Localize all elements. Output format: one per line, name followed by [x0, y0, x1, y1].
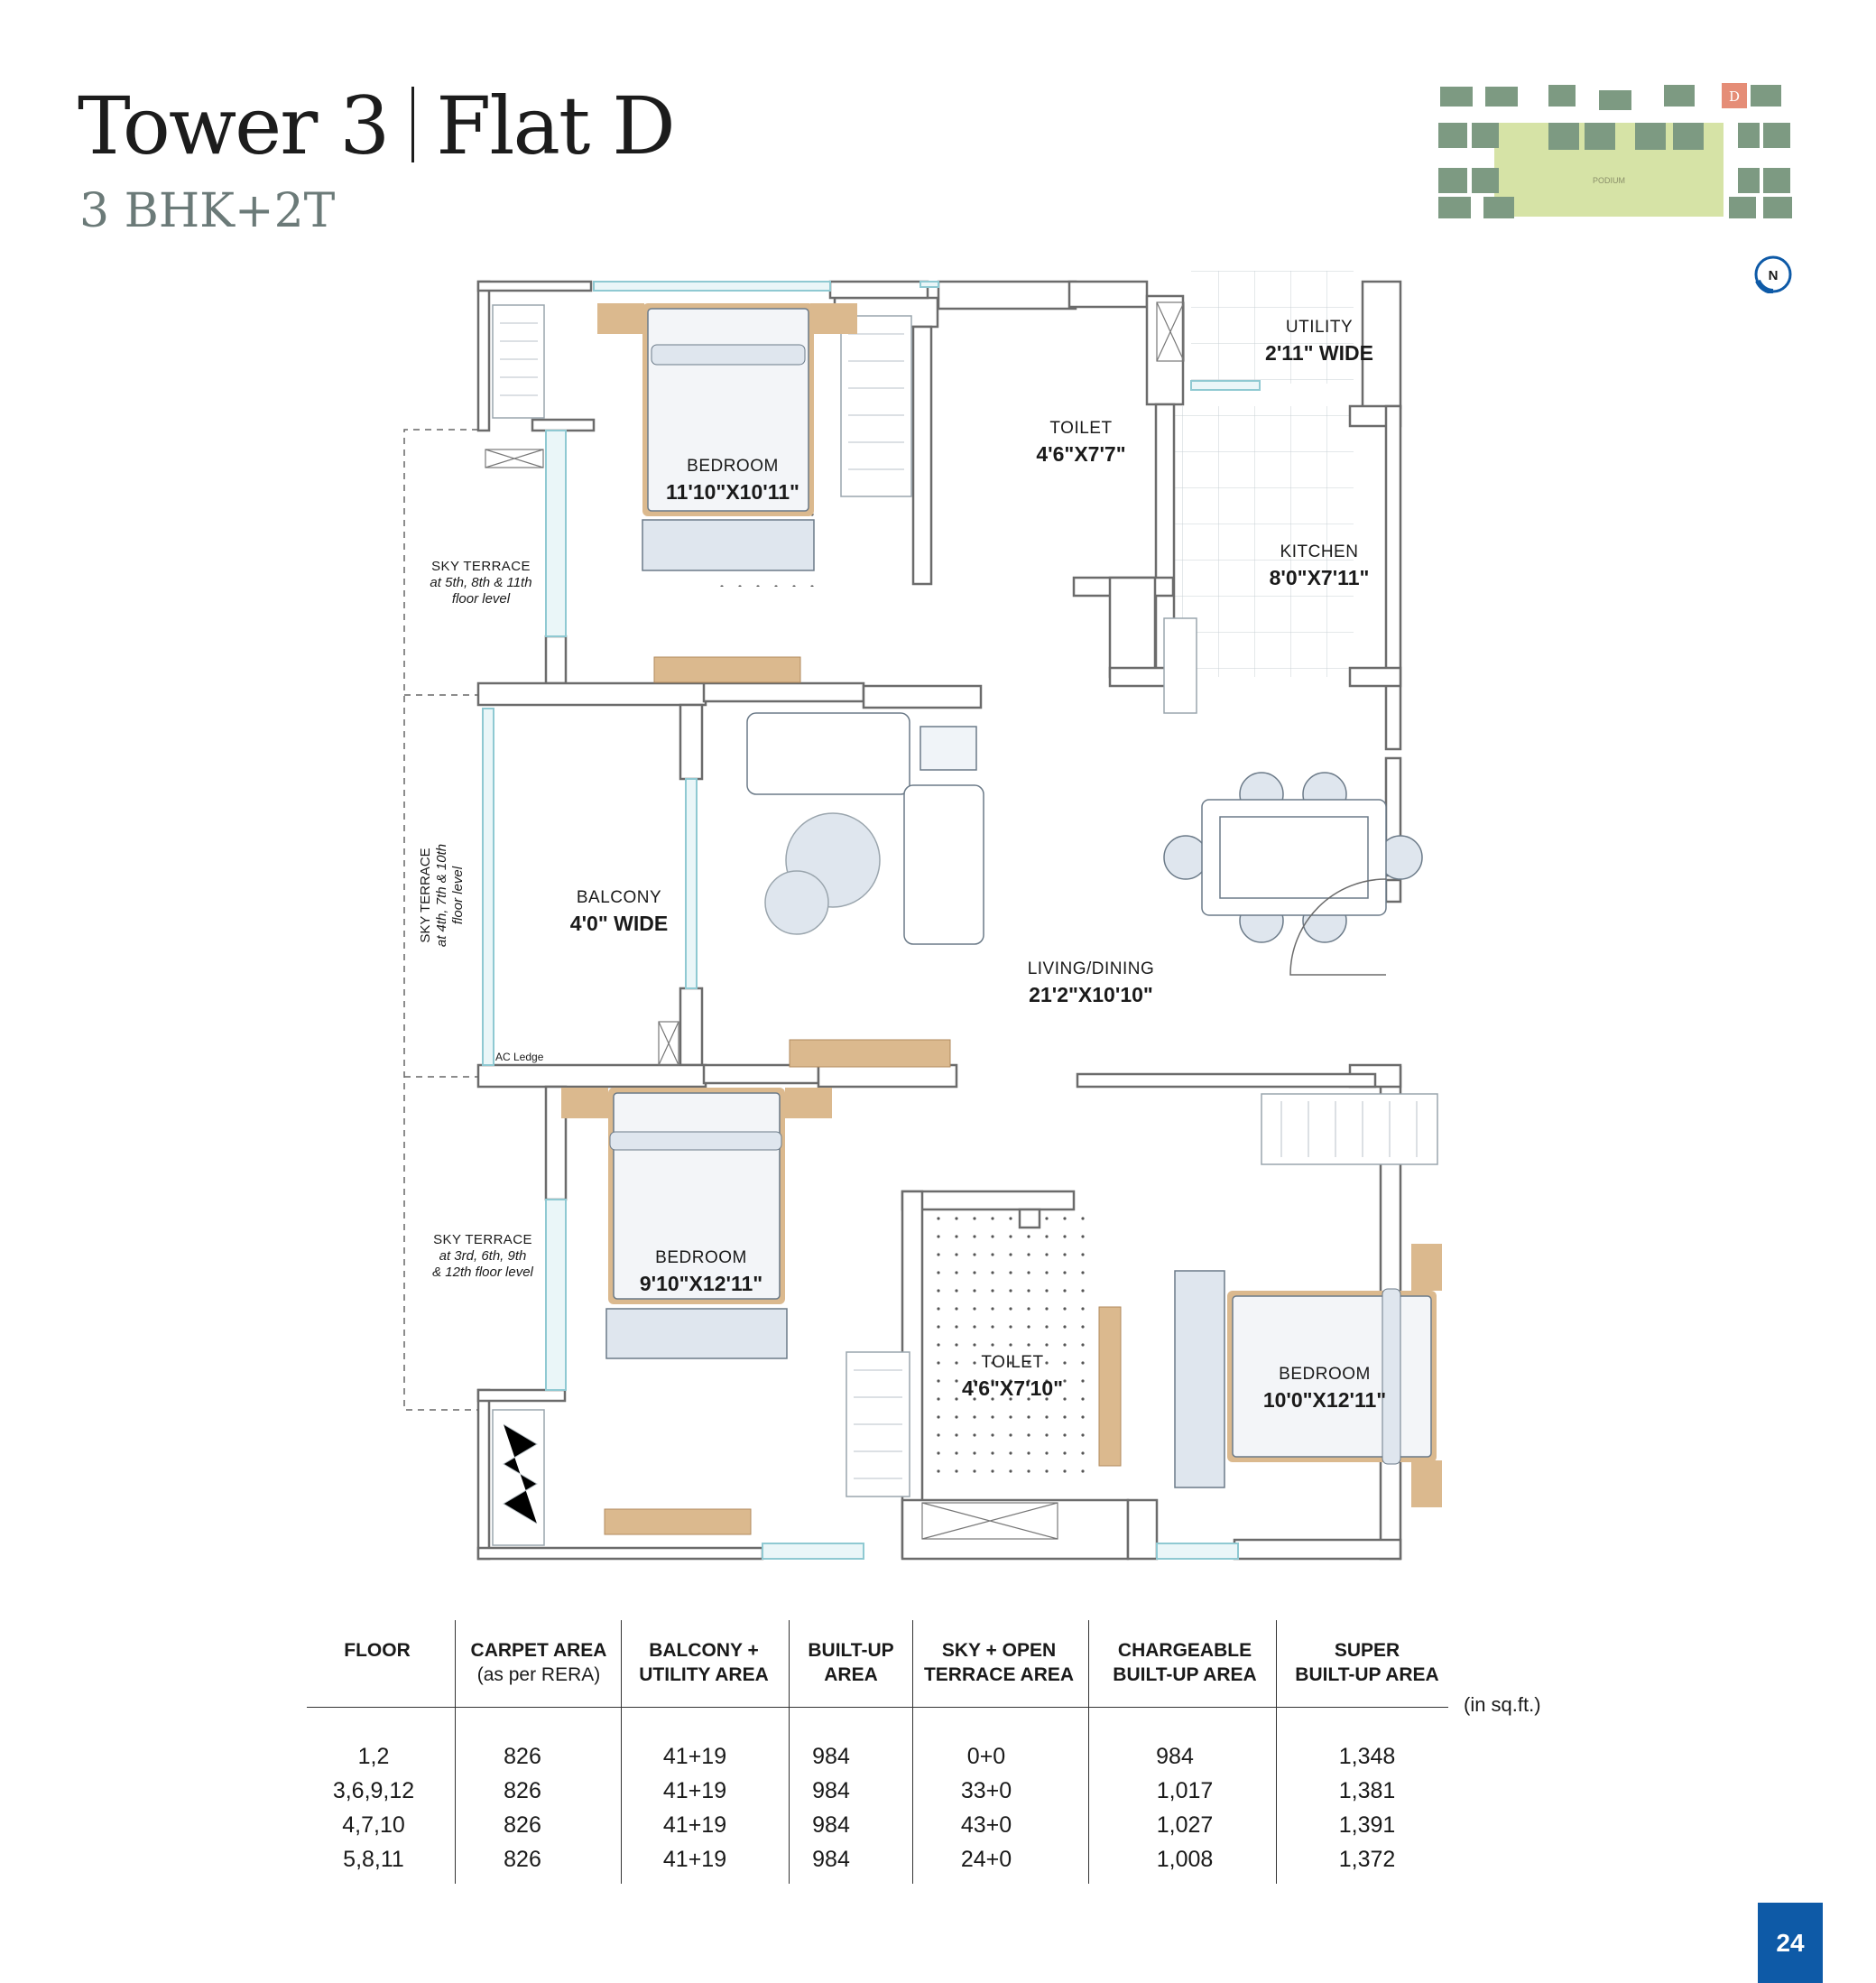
header-line: UTILITY AREA — [639, 1664, 769, 1685]
col-header-balcony-utility — [639, 1638, 769, 1687]
col-header-built-up — [808, 1638, 893, 1687]
sky-terrace-top-note — [430, 559, 531, 607]
room-dimension: 2'11" WIDE — [1265, 341, 1373, 365]
column-divider — [912, 1620, 913, 1884]
column-divider — [621, 1620, 622, 1884]
room-name: KITCHEN — [1280, 542, 1359, 561]
room-dimension: 8'0"X7'11" — [1269, 566, 1370, 589]
column-divider — [1088, 1620, 1089, 1884]
table-cell: 1,348 — [1338, 1744, 1396, 1769]
room-name: BEDROOM — [655, 1248, 747, 1267]
table-cell: 1,391 — [1338, 1812, 1396, 1838]
header-line: BUILT-UP AREA — [1113, 1664, 1257, 1685]
header-rule — [307, 1707, 1448, 1708]
header-line: AREA — [824, 1664, 878, 1685]
table-cell: 5,8,11 — [343, 1847, 404, 1872]
table-cell: 1,027 — [1156, 1812, 1214, 1838]
sky-terrace-mid-note — [418, 844, 467, 947]
kitchen-label — [1270, 542, 1370, 590]
toilet-2-label — [962, 1353, 1063, 1401]
living-dining-label — [1028, 959, 1155, 1007]
room-name: BEDROOM — [687, 457, 779, 476]
toilet-2-floor — [931, 1214, 1096, 1476]
sky-terrace-name: SKY TERRACE — [431, 559, 531, 574]
area-units-note: (in sq.ft.) — [1464, 1693, 1541, 1716]
table-cell: 41+19 — [662, 1744, 727, 1769]
bed-2 — [561, 1088, 832, 1358]
podium-label: PODIUM — [1593, 176, 1625, 185]
table-cell: 984 — [812, 1812, 850, 1838]
table-cell: 826 — [504, 1778, 541, 1803]
room-name: BEDROOM — [1279, 1365, 1371, 1384]
room-dimension: 4'6"X7'7" — [1036, 442, 1126, 466]
header-line: SKY + OPEN — [941, 1640, 1057, 1661]
column-divider — [455, 1620, 456, 1884]
col-header-sky-open-terrace — [924, 1638, 1074, 1687]
ac-ledge-label: AC Ledge — [495, 1051, 544, 1063]
bedroom-3-label — [1263, 1365, 1386, 1413]
balcony-label — [570, 888, 668, 936]
column-divider — [1276, 1620, 1277, 1884]
header-line: TERRACE AREA — [923, 1664, 1075, 1685]
kitchen-floor — [1173, 406, 1354, 677]
sky-terrace-level: floor level — [451, 591, 511, 607]
table-cell: 41+19 — [662, 1847, 727, 1872]
header-line: CHARGEABLE — [1117, 1640, 1252, 1661]
sky-terrace-level: at 3rd, 6th, 9th — [439, 1248, 527, 1264]
table-cell: 1,008 — [1156, 1847, 1214, 1872]
column-divider — [789, 1620, 790, 1884]
table-cell: 41+19 — [662, 1778, 727, 1803]
utility-label — [1265, 318, 1373, 366]
sky-terrace-name: SKY TERRACE — [418, 848, 433, 943]
table-cell: 1,381 — [1338, 1778, 1396, 1803]
table-cell: 984 — [1156, 1744, 1194, 1769]
sky-terrace-level: at 5th, 8th & 11th — [430, 575, 532, 590]
sky-terrace-bottom-note — [432, 1232, 533, 1281]
room-name: TOILET — [981, 1353, 1044, 1372]
dining-set — [1164, 773, 1422, 942]
header-subline: (as per RERA) — [476, 1664, 601, 1685]
header-line: BALCONY + — [649, 1640, 759, 1661]
table-cell: 1,017 — [1156, 1778, 1214, 1803]
col-header-carpet-area — [471, 1638, 607, 1687]
table-cell: 826 — [504, 1847, 541, 1872]
table-cell: 1,2 — [357, 1744, 390, 1769]
table-cell: 826 — [504, 1812, 541, 1838]
table-cell: 41+19 — [662, 1812, 727, 1838]
flat-marker: D — [1728, 88, 1741, 105]
table-cell: 3,6,9,12 — [332, 1778, 415, 1803]
table-cell: 43+0 — [960, 1812, 1012, 1838]
sky-terrace-name: SKY TERRACE — [433, 1232, 532, 1247]
bedroom-1-label — [666, 457, 799, 505]
flat-configuration: 3 BHK+2T — [79, 184, 336, 238]
header-line: SUPER — [1334, 1640, 1400, 1661]
table-cell: 33+0 — [960, 1778, 1012, 1803]
page-title — [78, 79, 674, 172]
room-dimension: 4'0" WIDE — [569, 912, 669, 935]
table-cell: 826 — [504, 1744, 541, 1769]
col-header-floor — [344, 1638, 411, 1663]
sky-terrace-level: floor level — [450, 866, 466, 925]
tower-name: Tower 3 — [78, 79, 389, 172]
header-line: FLOOR — [344, 1640, 411, 1661]
table-cell: 4,7,10 — [342, 1812, 405, 1838]
table-cell: 24+0 — [960, 1847, 1012, 1872]
col-header-super-built-up — [1295, 1638, 1438, 1687]
header-line: CARPET AREA — [470, 1640, 607, 1661]
sky-terrace-level: & 12th floor level — [432, 1265, 533, 1280]
table-cell: 984 — [812, 1744, 850, 1769]
page-number: 24 — [1758, 1903, 1823, 1983]
toilet-1-label — [1036, 419, 1125, 467]
room-name: BALCONY — [576, 888, 662, 907]
flat-name: Flat D — [436, 79, 674, 172]
title-divider — [411, 87, 414, 162]
key-plan — [1422, 79, 1801, 238]
room-name: UTILITY — [1285, 318, 1354, 337]
room-name: LIVING/DINING — [1027, 959, 1155, 978]
north-compass-icon — [1754, 255, 1792, 293]
col-header-chargeable — [1113, 1638, 1256, 1687]
table-cell: 1,372 — [1338, 1847, 1396, 1872]
bedroom-2-label — [640, 1248, 762, 1296]
table-cell: 984 — [812, 1847, 850, 1872]
table-cell: 984 — [812, 1778, 850, 1803]
room-dimension: 11'10"X10'11" — [666, 480, 799, 504]
room-dimension: 10'0"X12'11" — [1262, 1388, 1387, 1412]
room-dimension: 9'10"X12'11" — [639, 1272, 763, 1295]
sky-terrace-level: at 4th, 7th & 10th — [434, 843, 449, 948]
coffee-tables — [765, 813, 880, 934]
room-dimension: 4'6"X7'10" — [961, 1376, 1064, 1400]
room-name: TOILET — [1049, 419, 1113, 438]
area-table — [307, 1620, 1453, 1891]
header-line: BUILT-UP — [808, 1640, 894, 1661]
north-label: N — [1768, 268, 1779, 283]
room-dimension: 21'2"X10'10" — [1029, 983, 1153, 1006]
table-cell: 0+0 — [966, 1744, 1006, 1769]
header-line: BUILT-UP AREA — [1295, 1664, 1439, 1685]
